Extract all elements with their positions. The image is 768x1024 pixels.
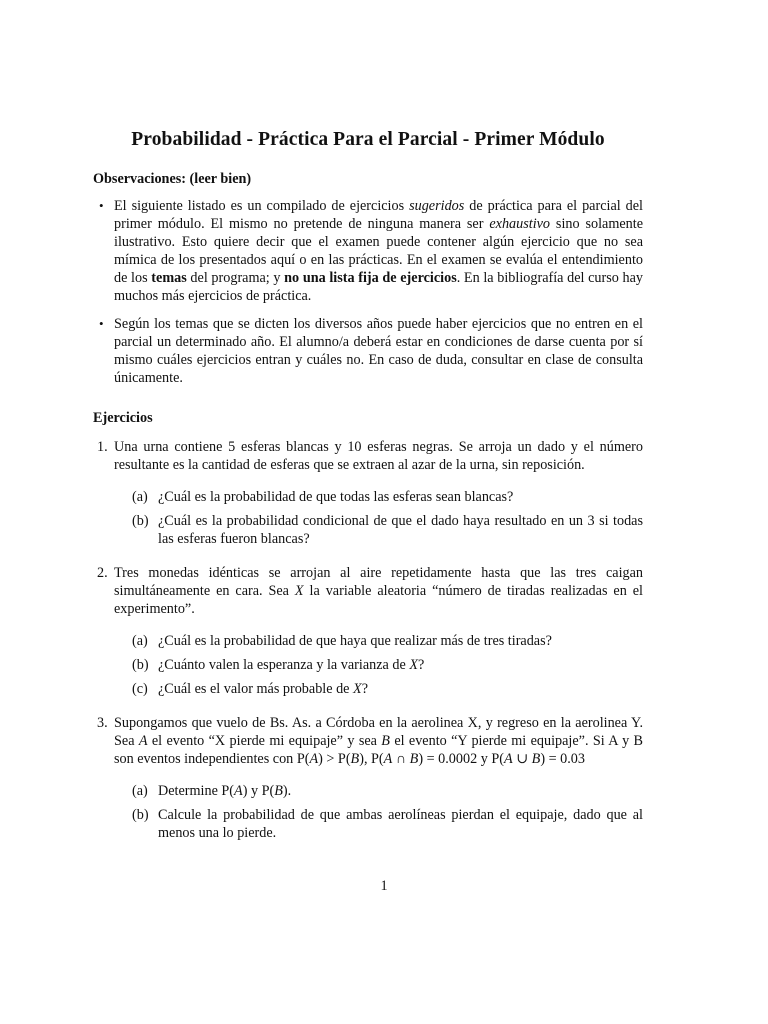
math-var: A bbox=[383, 751, 393, 767]
subquestion-b bbox=[114, 806, 643, 842]
exercise-number: 2. bbox=[97, 565, 108, 581]
subquestion-text: ¿Cuál es la probabilidad condicional de que el dado haya resultado en un 3 si todas las esferas fueron blancas? bbox=[158, 513, 643, 547]
document-title: Probabilidad - Práctica Para el Parcial - Primer Módulo bbox=[131, 129, 605, 150]
subquestion-text: Calcule la probabilidad de que ambas aerolíneas pierdan el equipaje, dado que al menos una lo pierde. bbox=[158, 807, 643, 841]
subquestion-b bbox=[114, 512, 643, 548]
math-var: B bbox=[381, 733, 390, 749]
text: . En la bibliografía del curso hay muchos más ejercicios de práctica. bbox=[114, 270, 644, 304]
bullet-icon: • bbox=[99, 198, 104, 213]
math-var: B bbox=[531, 751, 541, 767]
math-var: B bbox=[409, 751, 419, 767]
math-var: A bbox=[138, 733, 148, 749]
observaciones-list bbox=[93, 197, 643, 387]
exercise-2 bbox=[93, 564, 643, 698]
text: ) = 0.0002 y P( bbox=[418, 751, 504, 767]
bold-text: temas bbox=[151, 270, 187, 286]
math-var: B bbox=[350, 751, 360, 767]
math-var: X bbox=[409, 657, 418, 673]
text: ? bbox=[417, 657, 425, 673]
text: ∩ bbox=[392, 751, 410, 767]
text: del programa; y bbox=[186, 270, 285, 286]
text: El siguiente listado es un compilado de ejercicios bbox=[114, 198, 410, 214]
bold-text: no una lista fija de ejercicios bbox=[284, 270, 457, 286]
text: el evento “X pierde mi equipaje” y sea bbox=[147, 733, 382, 749]
subquestion-a bbox=[114, 632, 643, 650]
exercise-text: Una urna contiene 5 esferas blancas y 10 esferas negras. Se arroja un dado y el número resultante es la cantidad de esferas que se extraen al azar de la urna, sin reposición. bbox=[114, 439, 643, 473]
math-var: X bbox=[353, 681, 362, 697]
text: Determine P( bbox=[158, 783, 235, 799]
observacion-item-2 bbox=[93, 315, 643, 387]
subquestion-label: (b) bbox=[132, 657, 149, 673]
bullet-icon: • bbox=[99, 316, 104, 331]
text: ¿Cuál es el valor más probable de bbox=[158, 681, 354, 697]
page-number: 1 bbox=[380, 878, 388, 894]
math-var: X bbox=[294, 583, 304, 599]
exercise-number: 3. bbox=[97, 715, 108, 731]
observaciones-heading: Observaciones: (leer bien) bbox=[93, 171, 252, 187]
text: ) y P( bbox=[242, 783, 275, 799]
subquestion-text: ¿Cuál es la probabilidad de que todas las esferas sean blancas? bbox=[158, 489, 514, 505]
subquestion-c bbox=[114, 680, 643, 698]
text: ∪ bbox=[512, 751, 532, 767]
text: de práctica para el parcial del primer módulo. El mismo no pretende de ninguna manera ser bbox=[114, 198, 643, 232]
text: Supongamos que vuelo de Bs. As. a Córdoba en la aerolinea X, y regreso en la aerolinea Y. Sea bbox=[114, 715, 643, 749]
text: ? bbox=[361, 681, 368, 697]
emphasis: exhaustivo bbox=[489, 216, 551, 232]
math-var: A bbox=[309, 751, 319, 767]
ejercicios-heading: Ejercicios bbox=[93, 410, 153, 426]
emphasis: sugeridos bbox=[409, 198, 465, 214]
subquestion-text: ¿Cuál es la probabilidad de que haya que realizar más de tres tiradas? bbox=[158, 633, 552, 649]
math-var: A bbox=[503, 751, 513, 767]
subquestion-label: (a) bbox=[132, 633, 148, 649]
subquestion-list bbox=[114, 782, 643, 842]
subquestion-label: (a) bbox=[132, 783, 148, 799]
math-var: A bbox=[234, 783, 243, 799]
text: ) = 0.03 bbox=[540, 751, 585, 767]
text: ), P( bbox=[359, 751, 384, 767]
exercise-1 bbox=[93, 438, 643, 548]
text: la variable aleatoria “número de tiradas realizadas en el experimento”. bbox=[114, 583, 643, 617]
subquestion-list bbox=[114, 632, 643, 698]
document-page bbox=[93, 122, 643, 842]
exercise-list bbox=[93, 438, 643, 842]
subquestion-a bbox=[114, 488, 643, 506]
text: ) > P( bbox=[318, 751, 351, 767]
subquestion-a bbox=[114, 782, 643, 800]
text: el evento “Y pierde mi equipaje”. Si A y B son eventos independientes con P( bbox=[114, 733, 643, 767]
subquestion-label: (b) bbox=[132, 807, 149, 823]
text: Según los temas que se dicten los diversos años puede haber ejercicios que no entren en el parcial un determinado año. El alumno/a deberá estar en condiciones de darse cuenta por sí mismo cuáles ejercicios entran y cuáles no. En caso de duda, consultar en clase de consulta únicamente. bbox=[114, 316, 643, 386]
subquestion-label: (b) bbox=[132, 513, 149, 529]
exercise-3 bbox=[93, 714, 643, 842]
text: sino solamente ilustrativo. Esto quiere decir que el examen puede contener algún ejercicio que no sea mímica de los presentados aquí o en las prácticas. En el examen se evalúa el entendimiento de los bbox=[114, 216, 643, 286]
subquestion-b bbox=[114, 656, 643, 674]
subquestion-label: (c) bbox=[132, 681, 148, 697]
subquestion-label: (a) bbox=[132, 489, 148, 505]
text: ). bbox=[282, 783, 292, 799]
subquestion-list bbox=[114, 488, 643, 548]
text: ¿Cuánto valen la esperanza y la varianza de bbox=[158, 657, 410, 673]
exercise-number: 1. bbox=[97, 439, 108, 455]
observacion-item-1 bbox=[93, 197, 643, 305]
text: Tres monedas idénticas se arrojan al aire repetidamente hasta que las tres caigan simultáneamente en cara. Sea bbox=[114, 565, 643, 599]
math-var: B bbox=[274, 783, 283, 799]
